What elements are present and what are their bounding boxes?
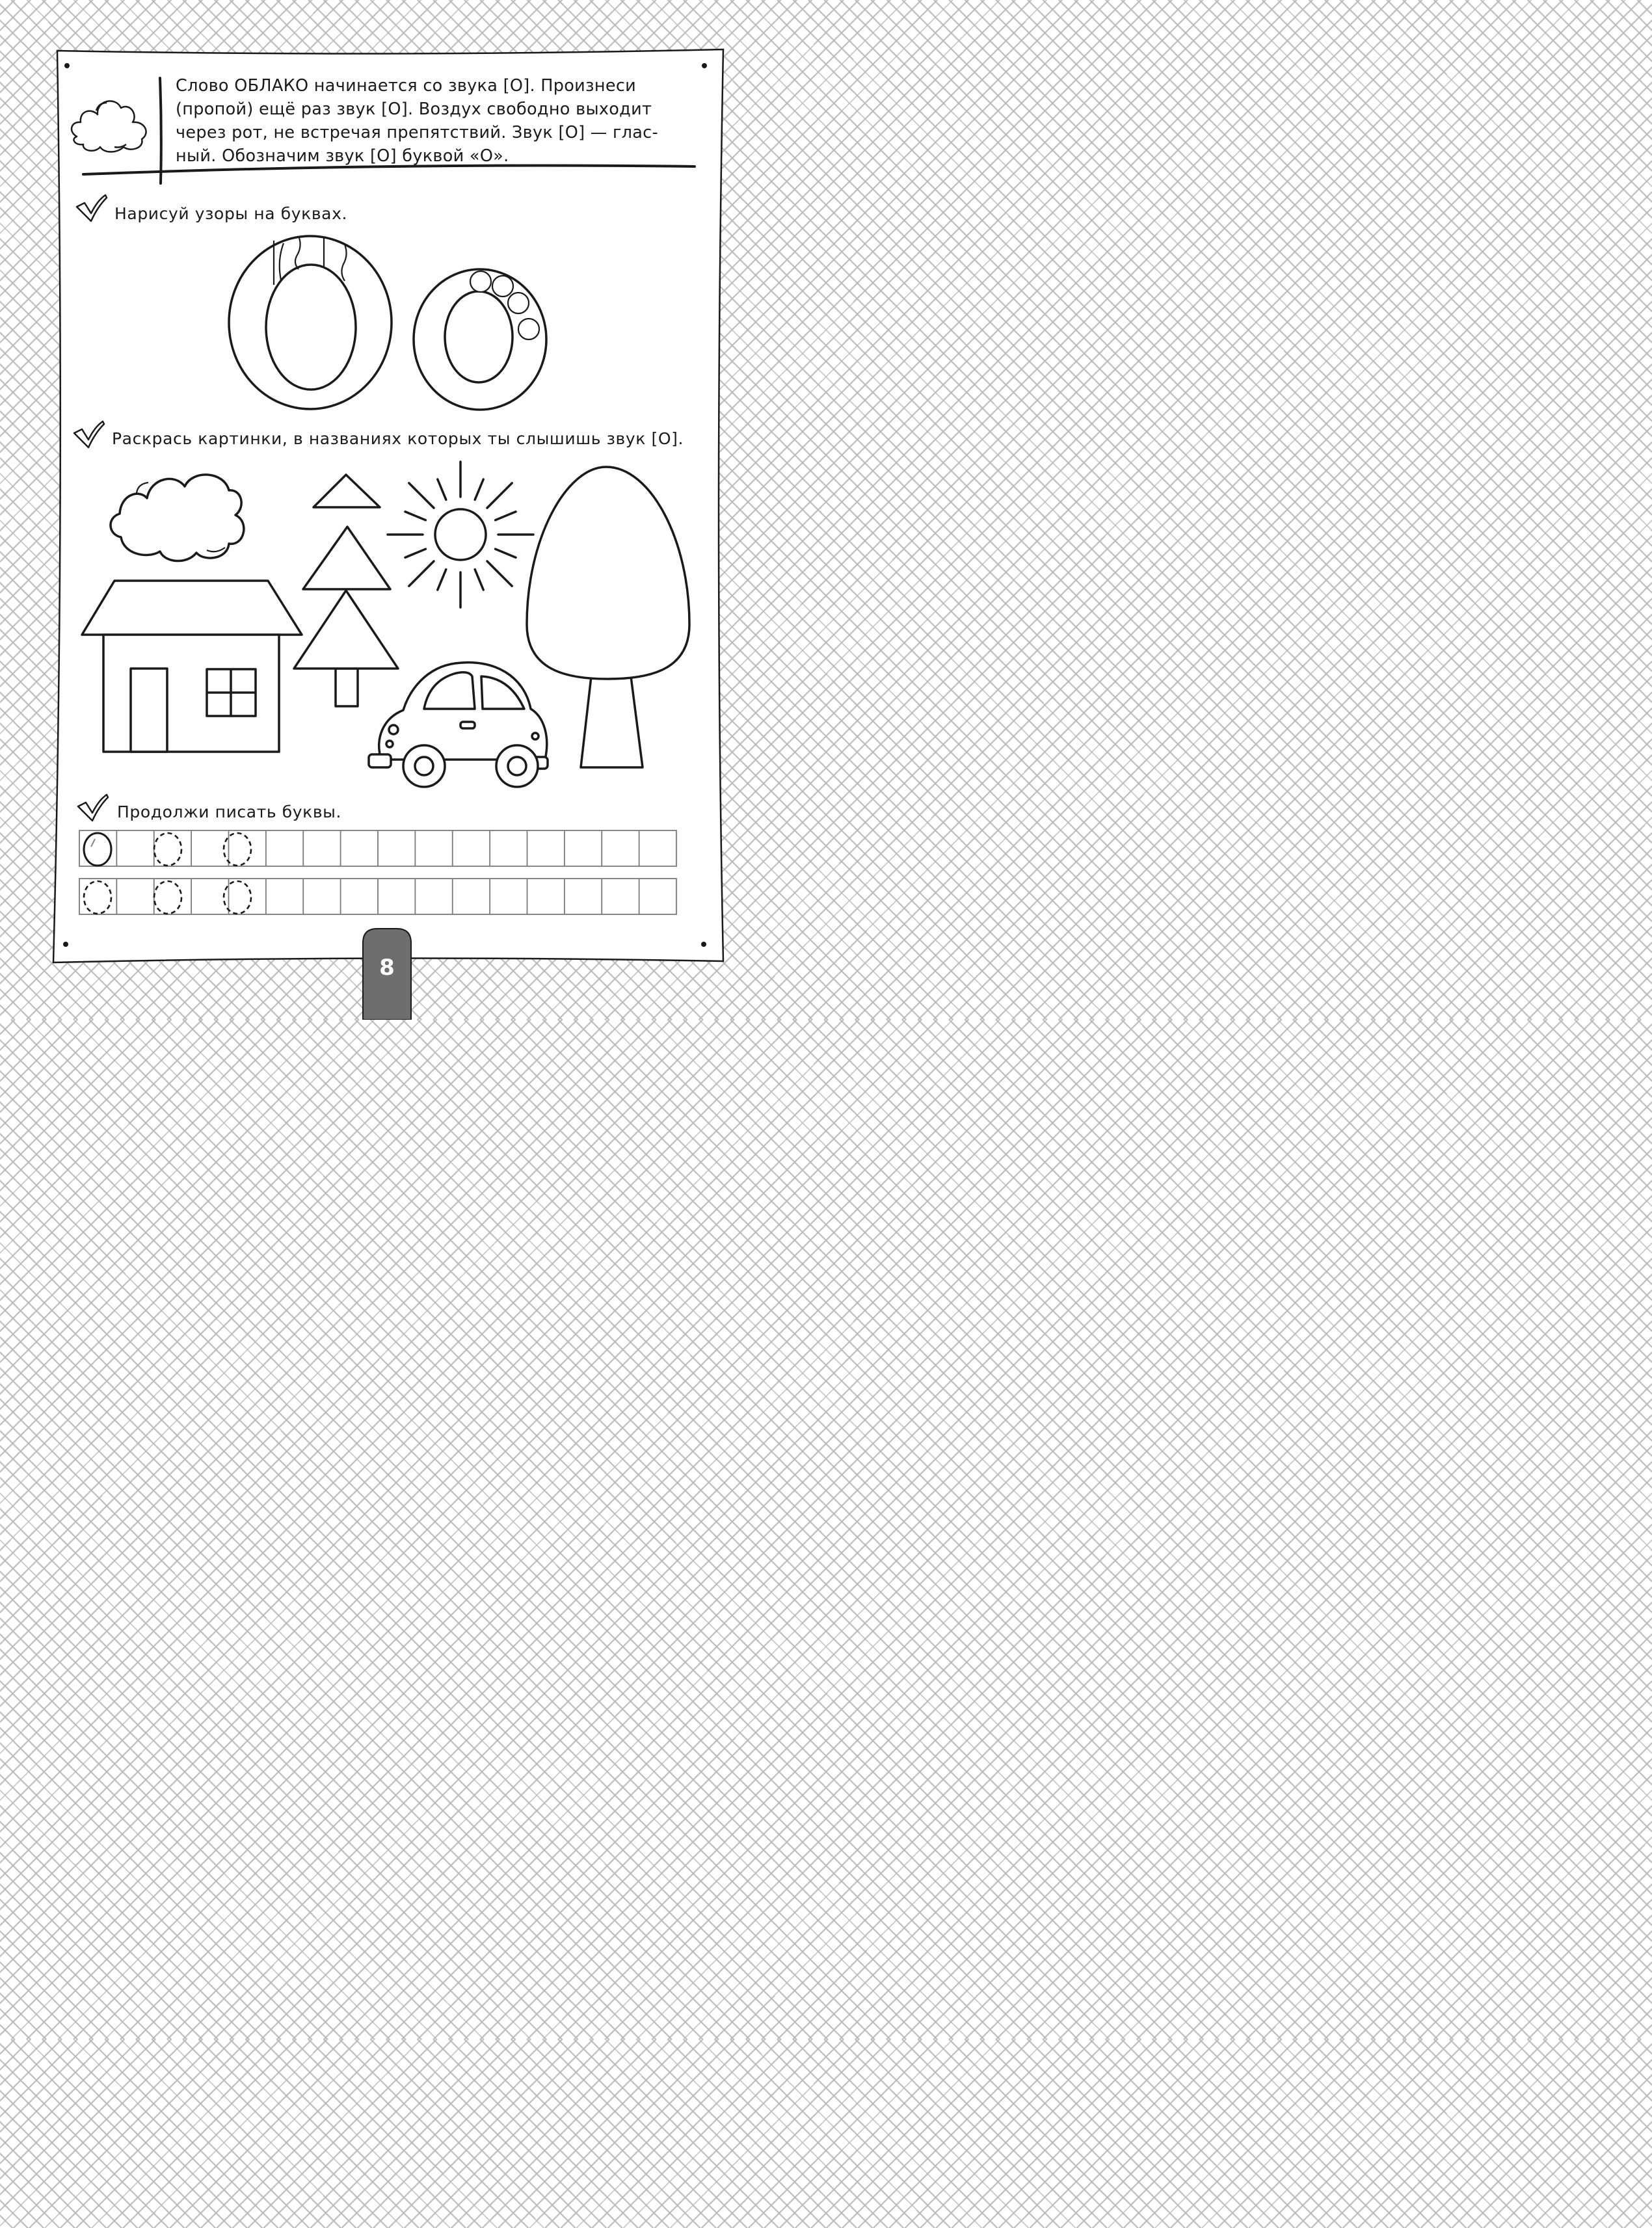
intro-text — [176, 74, 689, 168]
intro-vertical-rule — [160, 78, 161, 183]
letter-o-outline-stripes — [229, 236, 392, 409]
pin-top-left — [64, 63, 70, 68]
intro-line-3: через рот, не встречая препятствий. Звук [О] — глас- — [176, 123, 659, 142]
task-coloring-label: Раскрась картинки, в названиях которых ты слышишь звук [О]. — [112, 429, 684, 448]
letter-o-outline-dots — [414, 269, 546, 410]
page-number: 8 — [379, 955, 395, 981]
task-patterns-label: Нарисуй узоры на буквах. — [114, 204, 348, 223]
intro-line-1: Слово ОБЛАКО начинается со звука [О]. Произнеси — [176, 76, 637, 96]
pin-top-right — [702, 63, 707, 68]
pin-bottom-right — [701, 942, 706, 947]
sun-picture — [388, 462, 533, 607]
house-picture — [82, 581, 302, 752]
intro-line-4: ный. Обозначим звук [О] буквой «О». — [176, 146, 509, 166]
pin-bottom-left — [63, 942, 68, 947]
task-writing-label: Продолжи писать буквы. — [117, 802, 342, 821]
intro-line-2: (пропой) ещё раз звук [О]. Воздух свободно выходит — [176, 99, 652, 119]
